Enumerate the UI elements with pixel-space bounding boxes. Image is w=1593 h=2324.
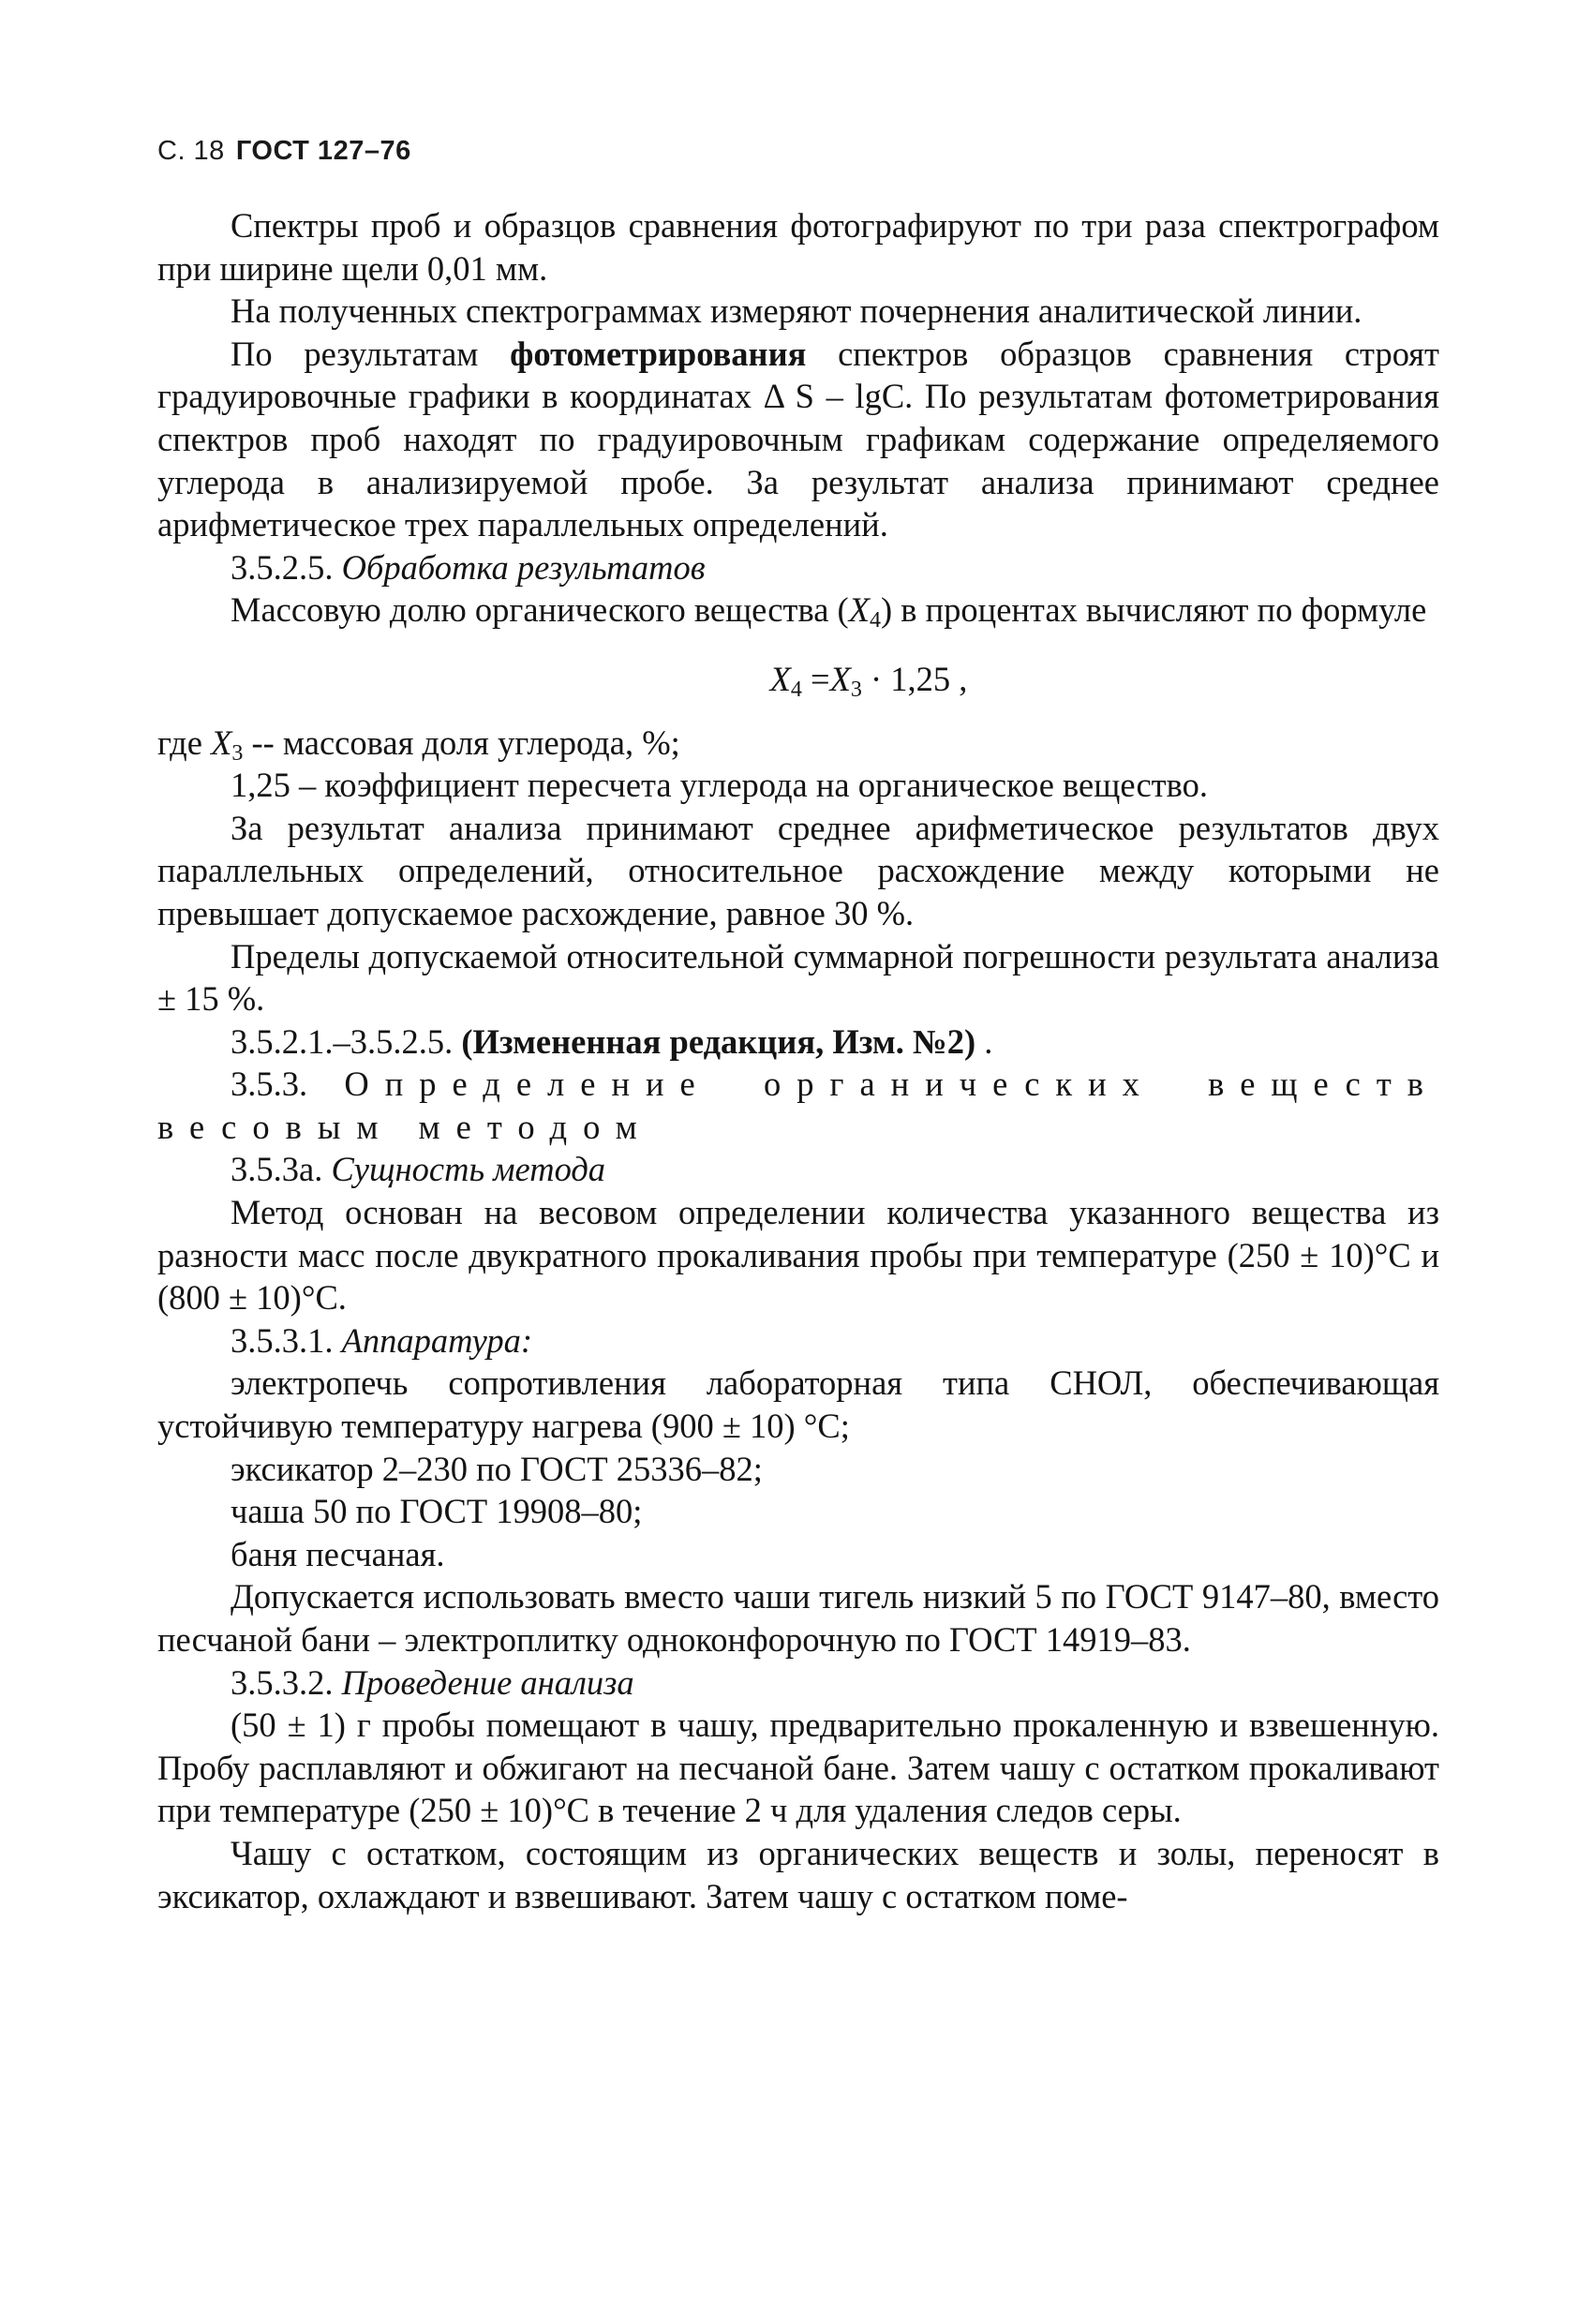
text-run: По результатам (231, 334, 511, 373)
section-title: Сущность метода (331, 1150, 606, 1189)
amendment-note (157, 1020, 1439, 1064)
section-number: 3.5.3.1. (231, 1320, 342, 1360)
section-heading (157, 546, 1439, 589)
section-title: Проведение анализа (341, 1662, 634, 1702)
paragraph: Пределы допускаемой относительной суммарной погрешности результата анализа ± 15 %. (157, 936, 1439, 1019)
paragraph: За результат анализа принимают среднее арифметическое результатов двух параллельных определений, относительное расхождение между которыми не превышает допускаемое расхождение, равное 30 %. (157, 808, 1439, 932)
text-run: где (157, 723, 212, 762)
section-heading (157, 1063, 1439, 1148)
variable: X (829, 659, 851, 698)
text-run: фотометрирования (510, 334, 807, 373)
section-heading (157, 1319, 1439, 1363)
section-heading (157, 1661, 1439, 1705)
section-title: Определение органических веществ весовым методом (157, 1065, 1440, 1146)
amendment-text: (Измененная редакция, Изм. №2) (461, 1021, 976, 1061)
paragraph: Допускается использовать вместо чаши тигель низкий 5 по ГОСТ 9147–80, вместо песчаной бани – электроплитку одноконфорочную по ГОСТ 14919–83. (157, 1577, 1439, 1659)
section-number: 3.5.2.5. (231, 547, 342, 587)
section-title: Аппаратура: (341, 1320, 532, 1360)
subscript: 4 (790, 677, 802, 702)
list-item: баня песчаная. (231, 1534, 445, 1573)
paragraph: Чашу с остатком, состоящим из органических веществ и золы, переносят в эксикатор, охлаждают и взвешивают. Затем чашу с остатком поме- (157, 1833, 1439, 1915)
variable: X (211, 723, 232, 762)
paragraph: (50 ± 1) г пробы помещают в чашу, предварительно прокаленную и взвешенную. Пробу расплавляют и обжигают на песчаной бане. Затем чашу с остатком прокаливают при температуре (250 ± 10)°С в течение 2 ч для удаления следов серы. (157, 1706, 1439, 1830)
variable: X (848, 590, 870, 630)
section-title: Обработка результатов (341, 547, 706, 587)
paragraph (157, 333, 1439, 546)
text-run: ) в процентах вычисляют по формуле (880, 590, 1427, 630)
page-number: С. 18 (157, 136, 225, 166)
list-item: эксикатор 2–230 по ГОСТ 25336–82; (231, 1449, 763, 1488)
paragraph: Метод основан на весовом определении количества указанного вещества из разности масс после двукратного прокаливания пробы при температуре (250 ± 10)°С и (800 ± 10)°С. (157, 1193, 1439, 1318)
section-number: 3.5.2.1.–3.5.2.5. (231, 1021, 462, 1061)
operator: = (801, 659, 830, 698)
standard-title: ГОСТ 127–76 (235, 136, 411, 166)
subscript: 3 (231, 740, 244, 766)
body-text (157, 204, 1439, 1917)
formula (157, 658, 1439, 701)
text-run: спектров образцов сравнения строят градуировочные графики в координатах Δ S – lgC. По результатам фотометрирования спектров проб находят по градуировочным графикам содержание определяемого углерода в анализируемой пробе. За результат анализа принимают среднее арифметическое трех параллельных определений. (157, 334, 1440, 544)
page-header (157, 136, 411, 167)
section-number: 3.5.3а. (231, 1150, 332, 1189)
text-run: · 1,25 , (861, 659, 968, 698)
section-number: 3.5.3.2. (231, 1662, 342, 1702)
subscript: 3 (850, 677, 862, 702)
section-number: 3.5.3. (231, 1065, 345, 1104)
section-heading (157, 1148, 1439, 1191)
text-run: Массовую долю органического вещества ( (231, 590, 849, 630)
variable: X (769, 659, 791, 698)
subscript: 4 (869, 608, 881, 633)
list-item: чаша 50 по ГОСТ 19908–80; (231, 1492, 643, 1531)
where-clause (157, 722, 1439, 765)
text-run: . (975, 1021, 993, 1061)
paragraph (157, 588, 1439, 632)
paragraph: На полученных спектрограммах измеряют почернения аналитической линии. (231, 291, 1362, 331)
text-run: -- массовая доля углерода, %; (243, 723, 680, 762)
paragraph: Спектры проб и образцов сравнения фотографируют по три раза спектрографом при ширине щели 0,01 мм. (157, 206, 1439, 288)
paragraph: 1,25 – коэффициент пересчета углерода на органическое вещество. (231, 766, 1208, 805)
list-item: электропечь сопротивления лабораторная типа СНОЛ, обеспечивающая устойчивую температуру нагрева (900 ± 10) °С; (157, 1363, 1439, 1446)
